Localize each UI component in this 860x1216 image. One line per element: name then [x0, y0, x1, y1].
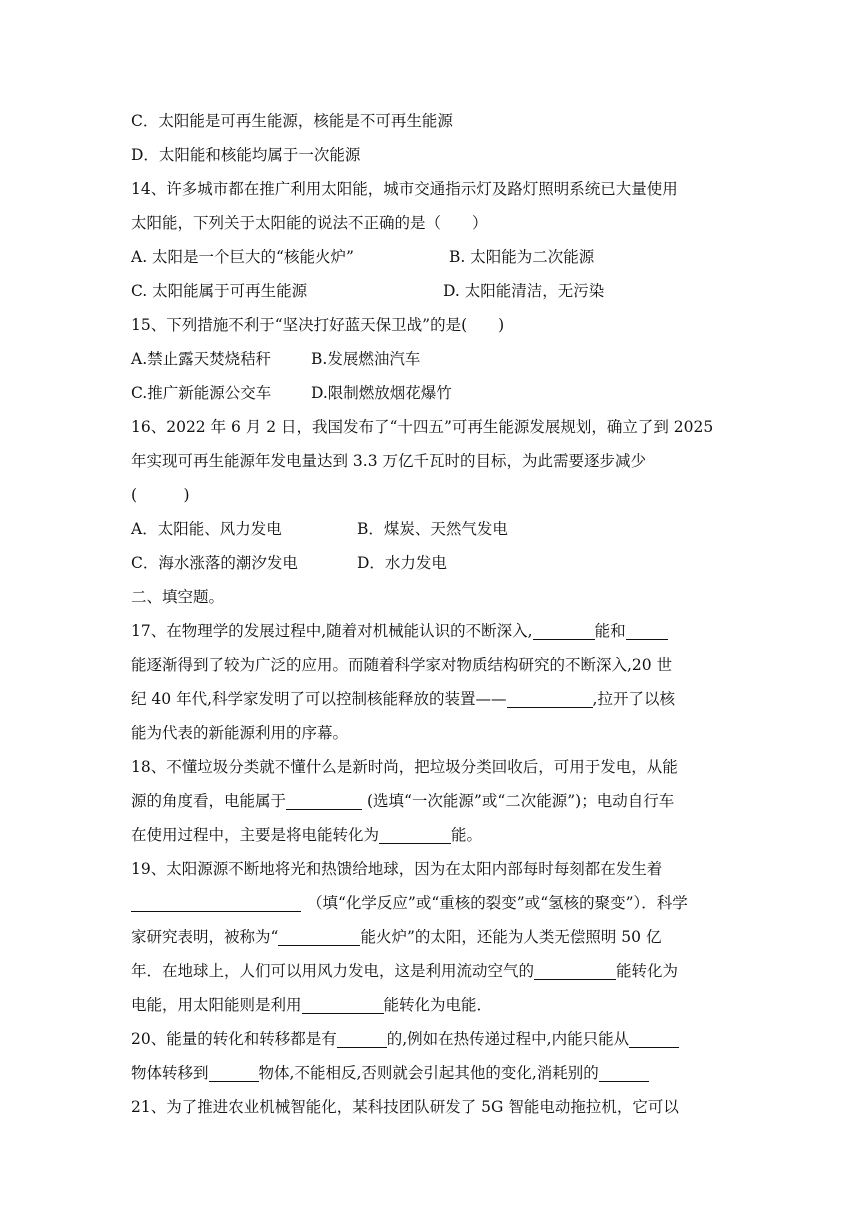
answer-blank[interactable] [302, 995, 384, 1014]
q19-text-part8: 能转化为电能． [383, 996, 493, 1014]
answer-blank[interactable] [599, 1063, 649, 1082]
question-16-options-row2 [131, 546, 731, 580]
option-d-q15: D.限制燃放烟花爆竹 [311, 384, 452, 402]
q17-text-part3: 纪 40 年代,科学家发明了可以控制核能释放的装置—— [131, 690, 507, 708]
option-a-q16: A．太阳能、风力发电 [131, 520, 282, 538]
question-16-line2: 年实现可再生能源年发电量达到 3.3 万亿千瓦时的目标，为此需要逐步减少 [131, 452, 647, 470]
q17-text-part4: ,拉开了以核 [592, 690, 675, 708]
question-19-line1: 19、太阳源源不断地将光和热馈给地球，因为在太阳内部每时每刻都在发生着 [131, 860, 663, 878]
answer-blank[interactable] [131, 893, 301, 912]
question-14-options-row2 [131, 274, 731, 308]
question-19-line4 [131, 954, 678, 988]
option-c-q15: C.推广新能源公交车 [131, 384, 272, 402]
option-b-q15: B.发展燃油汽车 [311, 350, 421, 368]
q19-text-part6: 能转化为 [616, 962, 679, 980]
q20-text-part1: 20、能量的转化和转移都是有 [131, 1030, 337, 1048]
answer-blank[interactable] [209, 1063, 259, 1082]
q19-text-part7: 电能，用太阳能则是利用 [131, 996, 302, 1014]
q17-text-part1: 17、在物理学的发展过程中,随着对机械能认识的不断深入, [131, 622, 533, 640]
answer-blank[interactable] [379, 825, 451, 844]
question-17-line2: 能逐渐得到了较为广泛的应用。而随着科学家对物质结构研究的不断深入,20 世 [131, 656, 673, 674]
question-17-line3 [131, 682, 675, 716]
q18-text-part1: 源的角度看，电能属于 [131, 792, 287, 810]
question-15-options-row1 [131, 342, 731, 376]
answer-blank[interactable] [278, 927, 360, 946]
question-14-options-row1 [131, 240, 731, 274]
question-18-line1: 18、不懂垃圾分类就不懂什么是新时尚，把垃圾分类回收后，可用于发电，从能 [131, 758, 678, 776]
question-16-line1: 16、2022 年 6 月 2 日，我国发布了“十四五”可再生能源发展规划，确立了到 2025 [131, 418, 714, 436]
q18-text-part2: (选填“一次能源”或“二次能源”)；电动自行车 [362, 792, 675, 810]
question-19-line2 [131, 886, 688, 920]
q20-text-part3: 物体转移到 [131, 1064, 209, 1082]
answer-blank[interactable] [629, 1029, 679, 1048]
answer-blank[interactable] [507, 689, 593, 708]
question-17-line4: 能为代表的新能源利用的序幕。 [131, 724, 349, 742]
option-c-q13: C．太阳能是可再生能源，核能是不可再生能源 [131, 112, 453, 130]
q19-text-part3: 家研究表明，被称为“ [131, 928, 279, 946]
option-d-q13: D．太阳能和核能均属于一次能源 [131, 146, 361, 164]
question-20-line1 [131, 1022, 679, 1056]
option-a-q15: A.禁止露天焚烧秸秆 [131, 350, 272, 368]
question-20-line2 [131, 1056, 649, 1090]
q19-text-part5: 年．在地球上，人们可以用风力发电，这是利用流动空气的 [131, 962, 535, 980]
q20-text-part4: 物体,不能相反,否则就会引起其他的变化,消耗别的 [258, 1064, 599, 1082]
option-d-q14: D. 太阳能清洁，无污染 [443, 282, 605, 300]
answer-blank[interactable] [626, 621, 668, 640]
question-19-line3 [131, 920, 661, 954]
question-15: 15、下列措施不利于“坚决打好蓝天保卫战”的是( ) [131, 316, 505, 334]
q19-text-part4: 能火炉”的太阳，还能为人类无偿照明 50 亿 [360, 928, 662, 946]
question-14-line1: 14、许多城市都在推广利用太阳能，城市交通指示灯及路灯照明系统已大量使用 [131, 180, 678, 198]
question-18-line2 [131, 784, 674, 818]
question-14-line2: 太阳能，下列关于太阳能的说法不正确的是（ ） [131, 214, 488, 232]
option-b-q16: B．煤炭、天然气发电 [357, 520, 508, 538]
question-15-options-row2 [131, 376, 731, 410]
option-c-q14: C. 太阳能属于可再生能源 [131, 282, 308, 300]
question-16-line3: ( ) [131, 486, 190, 504]
q18-text-part3: 在使用过程中，主要是将电能转化为 [131, 826, 380, 844]
q17-text-part2: 能和 [594, 622, 626, 640]
option-a-q14: A. 太阳是一个巨大的“核能火炉” [131, 248, 354, 266]
answer-blank[interactable] [286, 791, 362, 810]
section-heading-fill-blank: 二、填空题。 [131, 588, 225, 606]
option-d-q16: D．水力发电 [357, 554, 447, 572]
question-19-line5 [131, 988, 492, 1022]
question-21-line1: 21、为了推进农业机械智能化，某科技团队研发了 5G 智能电动拖拉机，它可以 [131, 1098, 679, 1116]
answer-blank[interactable] [533, 621, 595, 640]
question-16-options-row1 [131, 512, 731, 546]
answer-blank[interactable] [337, 1029, 387, 1048]
option-b-q14: B. 太阳能为二次能源 [449, 248, 595, 266]
q20-text-part2: 的,例如在热传递过程中,内能只能从 [386, 1030, 630, 1048]
option-c-q16: C．海水涨落的潮汐发电 [131, 554, 298, 572]
question-17-line1 [131, 614, 668, 648]
q19-text-part2: （填“化学反应”或“重核的裂变”或“氢核的聚变”）．科学 [307, 894, 688, 912]
question-18-line3 [131, 818, 482, 852]
q18-text-part4: 能。 [451, 826, 483, 844]
answer-blank[interactable] [534, 961, 616, 980]
